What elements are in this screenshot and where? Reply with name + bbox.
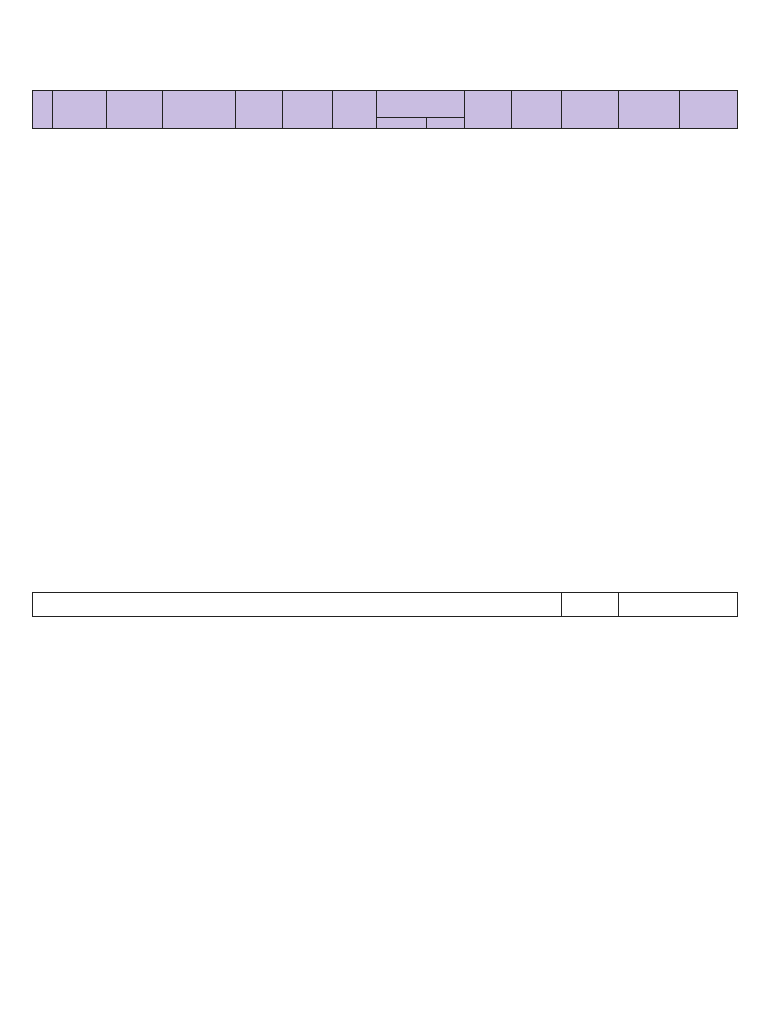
total-label	[33, 593, 562, 617]
header-kegiatan	[107, 91, 163, 129]
header-sumber	[680, 91, 738, 129]
plan-table-top	[32, 90, 738, 129]
header-indikator	[619, 91, 680, 129]
header-target	[283, 91, 333, 129]
header-upaya	[53, 91, 107, 129]
header-tenaga	[377, 118, 427, 129]
header-alat	[427, 118, 465, 129]
header-sasaran	[236, 91, 283, 129]
total-empty	[619, 593, 738, 617]
header-anggaran	[562, 91, 619, 129]
header-pj	[333, 91, 377, 129]
header-waktu	[512, 91, 562, 129]
header-no	[33, 91, 53, 129]
plan-table-bottom	[32, 592, 738, 617]
header-mitra	[465, 91, 512, 129]
total-value	[562, 593, 619, 617]
header-kebutuhan	[377, 91, 465, 118]
header-tujuan	[163, 91, 236, 129]
